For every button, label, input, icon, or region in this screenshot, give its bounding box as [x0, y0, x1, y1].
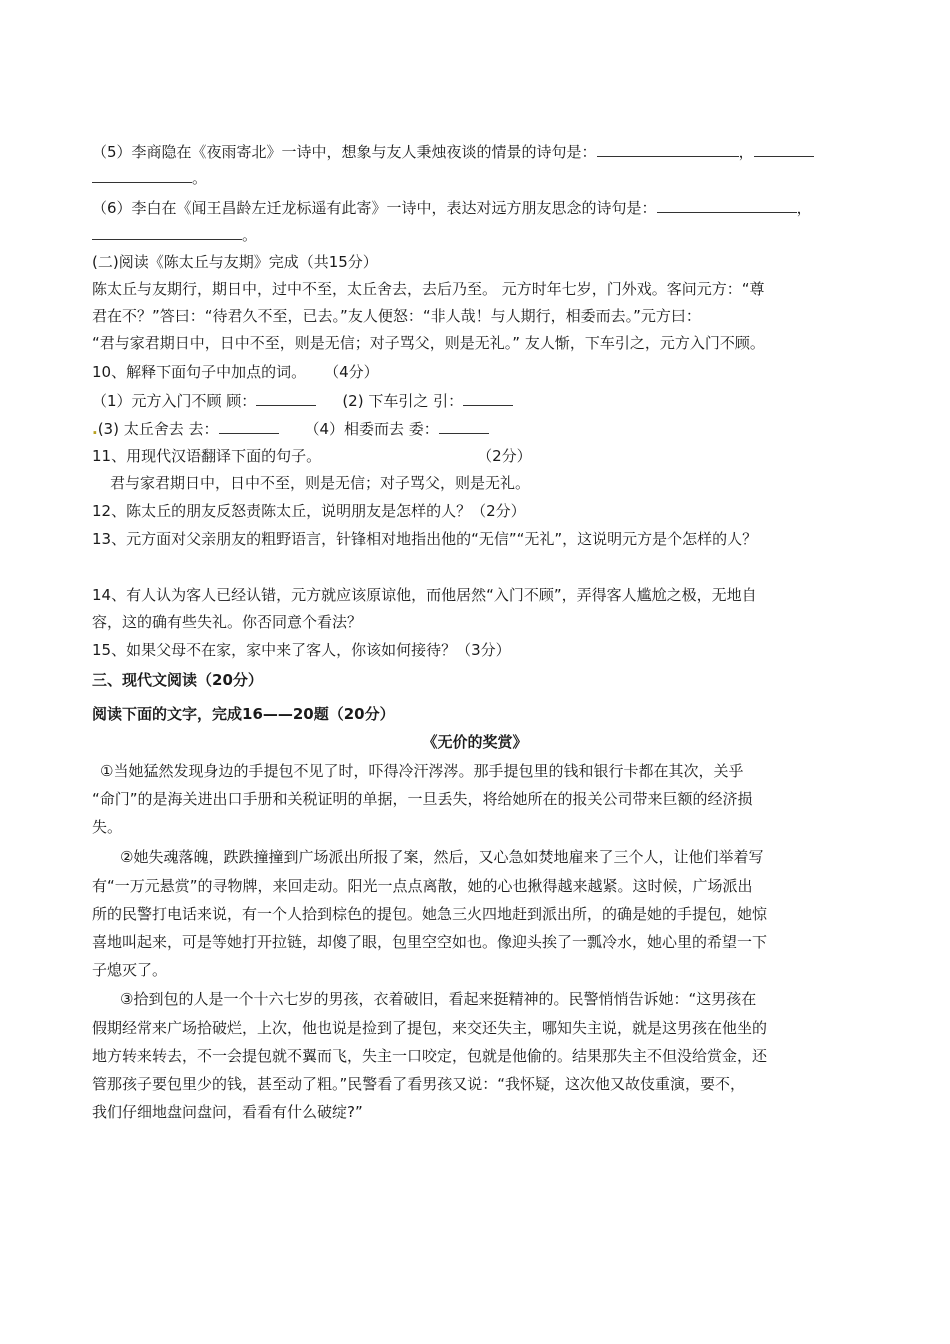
passage-line: “君与家君期日中，日中不至，则是无信；对子骂父，则是无礼。” 友人惭，下车引之，元方入门不顾。 — [92, 334, 765, 352]
article-paragraph-line: 地方转来转去，不一会提包就不翼而飞，失主一口咬定，包就是他偷的。结果那失主不但没给赏金，还 — [92, 1047, 768, 1065]
article-paragraph-line: ②她失魂落魄，跌跌撞撞到广场派出所报了案，然后，又心急如焚地雇来了三个人，让他们举着写 — [120, 848, 764, 866]
question-6-line-2: 。 — [92, 225, 872, 245]
article-paragraph-line: 我们仔细地盘问盘问，看看有什么破绽?” — [92, 1103, 363, 1121]
question-13: 13、元方面对父亲朋友的粗野语言，针锋相对地指出他的“无信”“无礼”，这说明元方是个怎样的人？ — [92, 530, 758, 548]
passage-line: 君在不？”答曰：“待君久不至，已去。”友人便怒：“非人哉！与人期行，相委而去。”元方曰： — [92, 307, 701, 325]
answer-blank[interactable] — [92, 225, 242, 240]
question-14-line-1: 14、有人认为客人已经认错，元方就应该原谅他，而他居然“入门不顾”，弄得客人尴尬之极，无地自 — [92, 586, 757, 604]
article-paragraph-line: 失。 — [92, 818, 123, 836]
article-paragraph-line: 喜地叫起来，可是等她打开拉链，却傻了眼，包里空空如也。像迎头挨了一瓢冷水，她心里的希望一下 — [92, 933, 768, 951]
section-3-instruction: 阅读下面的文字，完成16——20题（20分） — [92, 705, 395, 723]
article-title: 《无价的奖赏》 — [422, 733, 528, 751]
question-11-title: 11、用现代汉语翻译下面的句子。 （2分） — [92, 447, 532, 465]
question-12: 12、陈太丘的朋友反怒责陈太丘，说明朋友是怎样的人？（2分） — [92, 502, 526, 520]
answer-blank[interactable] — [439, 419, 489, 434]
answer-blank[interactable] — [219, 419, 279, 434]
answer-blank[interactable] — [92, 168, 192, 183]
question-11-sentence: 君与家君期日中，日中不至，则是无信；对子骂父，则是无礼。 — [110, 474, 531, 492]
passage-line: 陈太丘与友期行，期日中，过中不至，太丘舍去，去后乃至。 元方时年七岁，门外戏。客问元方：“尊 — [92, 280, 765, 298]
section-2-heading: (二)阅读《陈太丘与友期》完成（共15分） — [92, 253, 378, 271]
article-paragraph-line: 所的民警打电话来说，有一个人拾到棕色的提包。她急三火四地赶到派出所，的确是她的手提包，她惊 — [92, 905, 768, 923]
question-6-line-1: （6）李白在《闻王昌龄左迁龙标遥有此寄》一诗中，表达对远方朋友思念的诗句是： ， — [92, 199, 812, 217]
answer-blank[interactable] — [754, 142, 814, 157]
article-paragraph-line: ①当她猛然发现身边的手提包不见了时，吓得冷汗涔涔。那手提包里的钱和银行卡都在其次，关乎 — [100, 762, 744, 780]
answer-blank[interactable] — [597, 142, 739, 157]
question-10-title: 10、解释下面句子中加点的词。 （4分） — [92, 363, 379, 381]
question-14-line-2: 容，这的确有些失礼。你否同意个看法？ — [92, 613, 363, 631]
article-paragraph-line: 子熄灭了。 — [92, 961, 168, 979]
question-15: 15、如果父母不在家，家中来了客人，你该如何接待？（3分） — [92, 641, 511, 659]
section-3-heading: 三、现代文阅读（20分） — [92, 671, 263, 689]
article-paragraph-line: ③拾到包的人是一个十六七岁的男孩，衣着破旧，看起来挺精神的。民警悄悄告诉她：“这男孩在 — [120, 990, 757, 1008]
answer-blank[interactable] — [463, 391, 513, 406]
article-paragraph-line: 假期经常来广场拾破烂，上次，他也说是捡到了提包，来交还失主，哪知失主说，就是这男孩在他坐的 — [92, 1019, 768, 1037]
question-5-line-2: 。 — [92, 168, 872, 188]
answer-blank[interactable] — [657, 198, 797, 213]
question-10-row-2: .(3) 太丘舍去 去： （4）相委而去 委： — [92, 419, 872, 439]
article-paragraph-line: “命门”的是海关进出口手册和关税证明的单据，一旦丢失，将给她所在的报关公司带来巨额的经济损 — [92, 790, 753, 808]
question-10-row-1: （1）元方入门不顾 顾： (2) 下车引之 引： — [92, 391, 872, 411]
article-paragraph-line: 有“一万元悬赏”的寻物牌，来回走动。阳光一点点离散，她的心也揪得越来越紧。这时候，广场派出 — [92, 877, 753, 895]
question-5-line-1: （5）李商隐在《夜雨寄北》一诗中，想象与友人秉烛夜谈的情景的诗句是： ， — [92, 142, 872, 162]
marker-dot: . — [92, 420, 98, 438]
article-paragraph-line: 管那孩子要包里少的钱，甚至动了粗。”民警看了看男孩又说：“我怀疑，这次他又故伎重演，要不， — [92, 1075, 746, 1093]
answer-blank[interactable] — [256, 391, 316, 406]
